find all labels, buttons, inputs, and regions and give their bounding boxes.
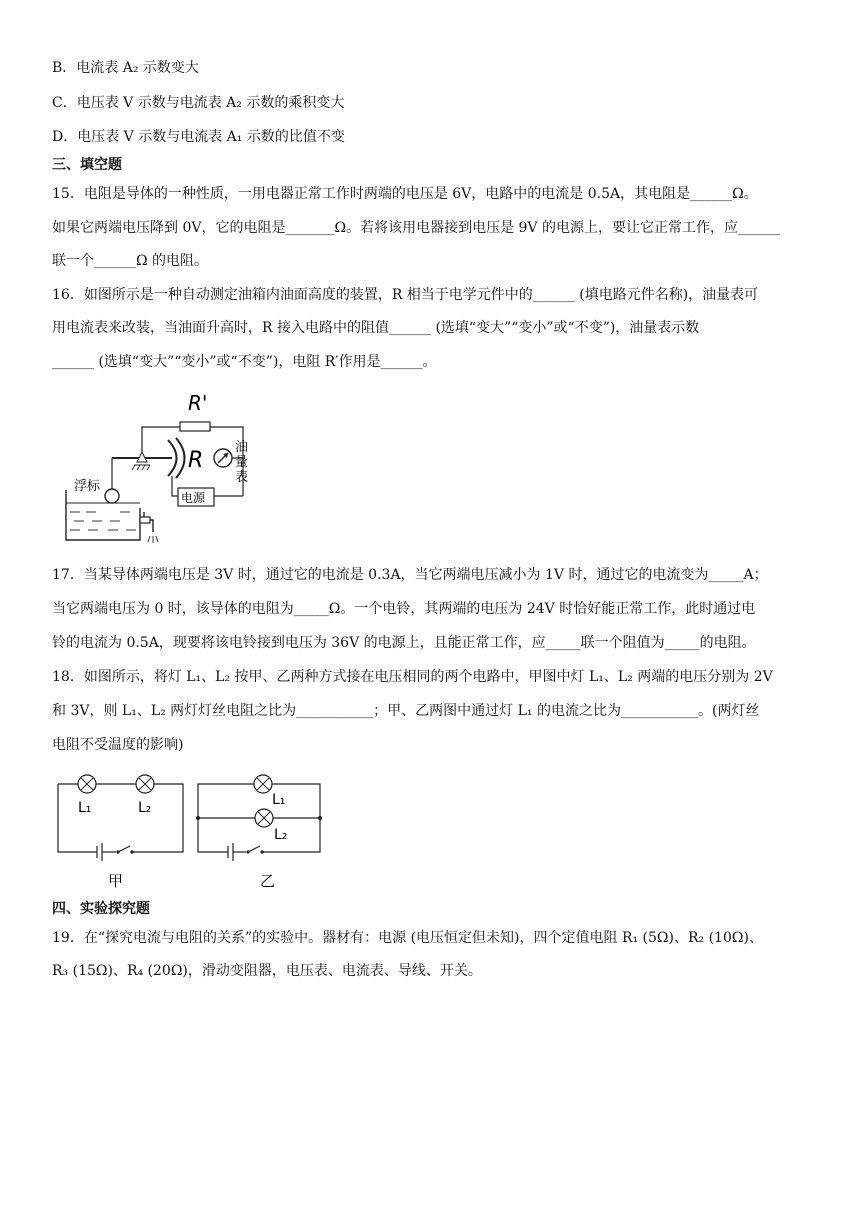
lamp-icon: [136, 775, 154, 793]
float-label: 浮标: [74, 479, 101, 494]
jia-l2-label: L₂: [138, 800, 152, 816]
question-16-line-2: 用电流表来改装，当油面升高时，R 接入电路中的阻值______ (选填“变大”“变小”或“不变”)，油量表示数: [52, 320, 700, 336]
lamp-icon: [254, 775, 272, 793]
lamp-icon: [78, 775, 96, 793]
question-17-line-2: 当它两端电压为 0 时，该导体的电阻为_____Ω。一个电铃，其两端的电压为 24V 时恰好能正常工作，此时通过电: [52, 601, 756, 617]
switch-icon: [116, 846, 133, 854]
faucet-icon: [140, 517, 150, 523]
question-19-line-2: R₃ (15Ω)、R₄ (20Ω)，滑动变阻器，电压表、电流表、导线、开关。: [52, 963, 482, 979]
jia-caption: 甲: [108, 872, 124, 890]
circuit-jia: [58, 775, 183, 890]
question-16-line-3: ______ (选填“变大”“变小”或“不变”)，电阻 R′作用是______。: [52, 354, 437, 370]
question-17-line-3: 铃的电流为 0.5A，现要将该电铃接到电压为 36V 的电源上，且能正常工作，应_____联一个阻值为_____的电阻。: [52, 635, 756, 651]
question-15-line-1: 15．电阻是导体的一种性质，一用电器正常工作时两端的电压是 6V，电路中的电流是 0.5A，其电阻是______Ω。: [52, 186, 758, 202]
yi-l1-label: L₁: [272, 792, 286, 808]
circuit-figures: [52, 768, 332, 894]
yi-l2-label: L₂: [274, 827, 288, 843]
option-d: D．电压表 V 示数与电流表 A₁ 示数的比值不变: [52, 129, 345, 145]
question-18-line-1: 18．如图所示，将灯 L₁、L₂ 按甲、乙两种方式接在电压相同的两个电路中，甲图中灯 L₁、L₂ 两端的电压分别为 2V: [52, 669, 773, 685]
question-15-line-3: 联一个______Ω 的电阻。: [52, 253, 209, 269]
float-icon: [105, 489, 119, 503]
question-18-line-2: 和 3V，则 L₁、L₂ 两灯灯丝电阻之比为___________；甲、乙两图中通过灯 L₁ 的电流之比为___________。(两灯丝: [52, 703, 760, 719]
question-19-line-1: 19．在“探究电流与电阻的关系”的实验中。器材有：电源 (电压恒定但未知)，四个定值电阻 R₁ (5Ω)、R₂ (10Ω)、: [52, 930, 763, 946]
section-title-fill-in: 三、填空题: [52, 157, 122, 173]
meter-label-3: 表: [235, 470, 249, 485]
question-15-line-2: 如果它两端电压降到 0V，它的电阻是_______Ω。若将该用电器接到电压是 9V 的电源上，要让它正常工作，应______: [52, 220, 780, 236]
r-label: R: [188, 448, 204, 473]
option-c: C．电压表 V 示数与电流表 A₂ 示数的乘积变大: [52, 95, 345, 111]
switch-icon: [246, 846, 263, 854]
question-18-line-3: 电阻不受温度的影响): [52, 737, 184, 753]
r-prime-resistor: [180, 422, 210, 431]
section-title-experiment: 四、实验探究题: [52, 901, 150, 917]
battery-icon: [97, 843, 102, 861]
yi-caption: 乙: [260, 872, 276, 890]
oil-level-figure: [60, 390, 270, 560]
question-17-line-1: 17．当某导体两端电压是 3V 时，通过它的电流是 0.3A，当它两端电压减小为 1V 时，通过它的电流变为_____A；: [52, 567, 768, 583]
battery-icon: [228, 843, 233, 861]
meter-label-2: 量: [235, 455, 249, 470]
lamp-icon: [255, 809, 273, 827]
option-b: B．电流表 A₂ 示数变大: [52, 60, 199, 76]
oil-tank: [66, 490, 140, 540]
question-16-line-1: 16．如图所示是一种自动测定油箱内油面高度的装置，R 相当于电学元件中的______ (填电路元件名称)，油量表可: [52, 287, 759, 303]
jia-l1-label: L₁: [78, 800, 92, 816]
power-source-label: 电源: [181, 491, 206, 505]
r-prime-label: R': [188, 391, 208, 415]
circuit-yi: [196, 775, 322, 890]
meter-label-1: 油: [235, 440, 249, 455]
